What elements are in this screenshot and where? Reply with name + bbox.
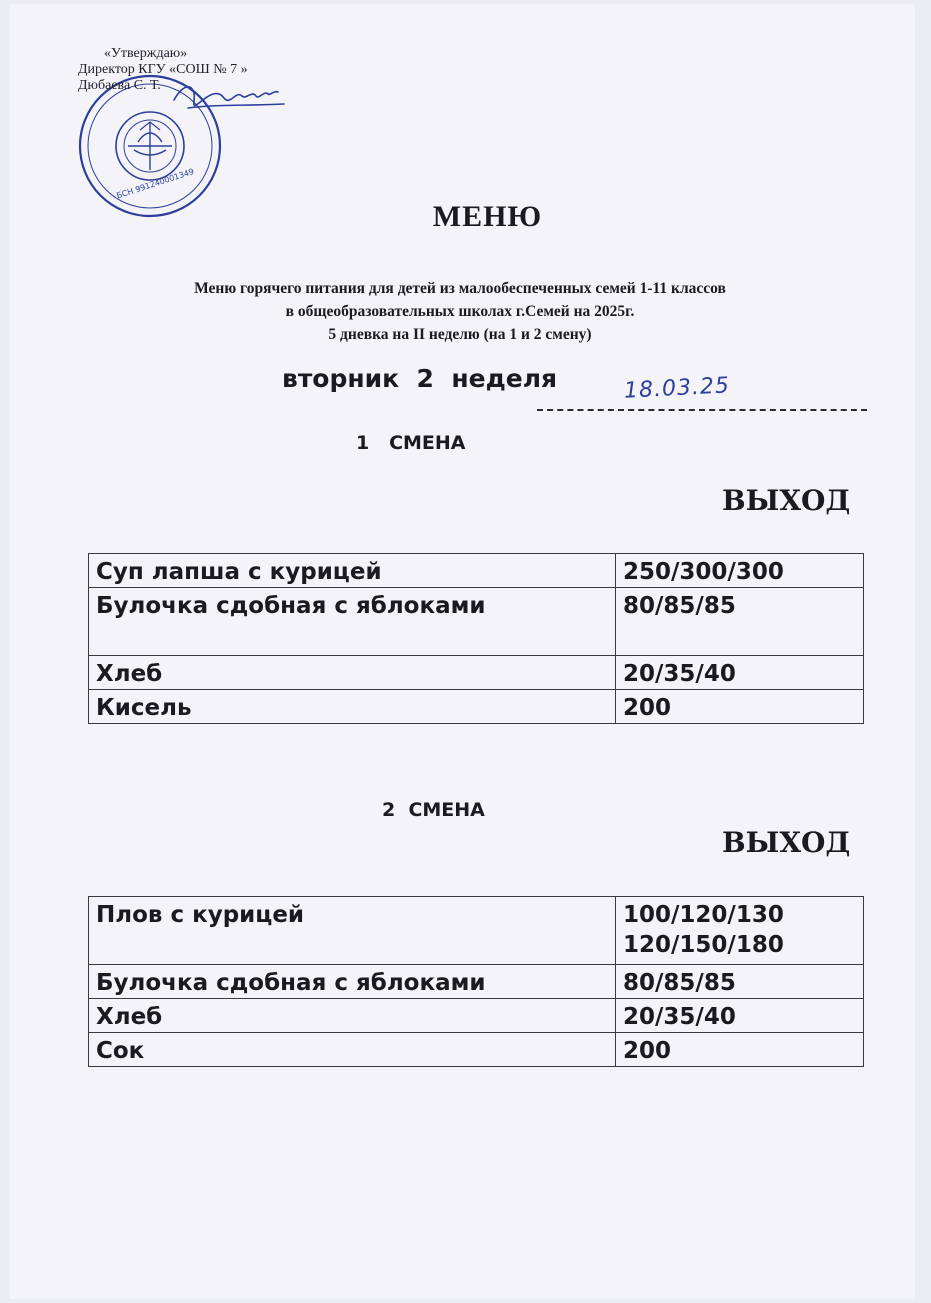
table-row [89,1033,864,1067]
table-row [89,999,864,1033]
approval-line-2: Директор КГУ «СОШ № 7 » [78,62,248,77]
stamp-number: БСН 991240001349 [115,166,196,201]
dish-portion-alt: 120/150/180 [623,932,784,958]
table-row [89,897,864,965]
shift-1-label: 1 СМЕНА [356,432,466,454]
table-row [89,588,864,656]
dish-name: Плов с курицей [89,897,616,965]
dish-portion: 250/300/300 [616,554,864,588]
table-row [89,656,864,690]
approval-line-1: «Утверждаю» [104,46,188,61]
table-row [89,690,864,724]
handwritten-date: 18.03.25 [623,373,731,404]
dish-name: Суп лапша с курицей [89,554,616,588]
subtitle-line-1: Меню горячего питания для детей из малообеспеченных семей 1-11 классов [194,280,726,297]
shift-1-table [88,553,864,724]
dish-name: Булочка сдобная с яблоками [89,965,616,999]
table-row [89,554,864,588]
dish-name: Хлеб [89,656,616,690]
director-signature [168,78,303,118]
dish-name: Кисель [89,690,616,724]
dish-portion: 80/85/85 [616,965,864,999]
dish-name: Булочка сдобная с яблоками [89,588,616,656]
dish-name: Хлеб [89,999,616,1033]
shift-2-label: 2 СМЕНА [382,799,485,821]
date-dashed-line [537,409,867,411]
dish-portion: 200 [616,1033,864,1067]
dish-portion: 80/85/85 [616,588,864,656]
day-label: вторник 2 неделя [282,364,558,393]
dish-name: Сок [89,1033,616,1067]
dish-portion: 100/120/130 [623,902,784,928]
dish-portion: 20/35/40 [616,656,864,690]
page-title: МЕНЮ [432,200,543,233]
table-row [89,965,864,999]
subtitle-line-2: в общеобразовательных школах г.Семей на 2025г. [285,303,635,320]
shift-1-output-label: ВЫХОД [722,484,851,517]
approval-line-3: Дюбаева С. Т. [78,78,161,93]
dish-portion-cell [616,897,864,965]
subtitle-line-3: 5 дневка на II неделю (на 1 и 2 смену) [328,326,592,343]
dish-portion: 20/35/40 [616,999,864,1033]
dish-portion: 200 [616,690,864,724]
shift-2-output-label: ВЫХОД [722,826,851,859]
shift-2-table [88,896,864,1067]
